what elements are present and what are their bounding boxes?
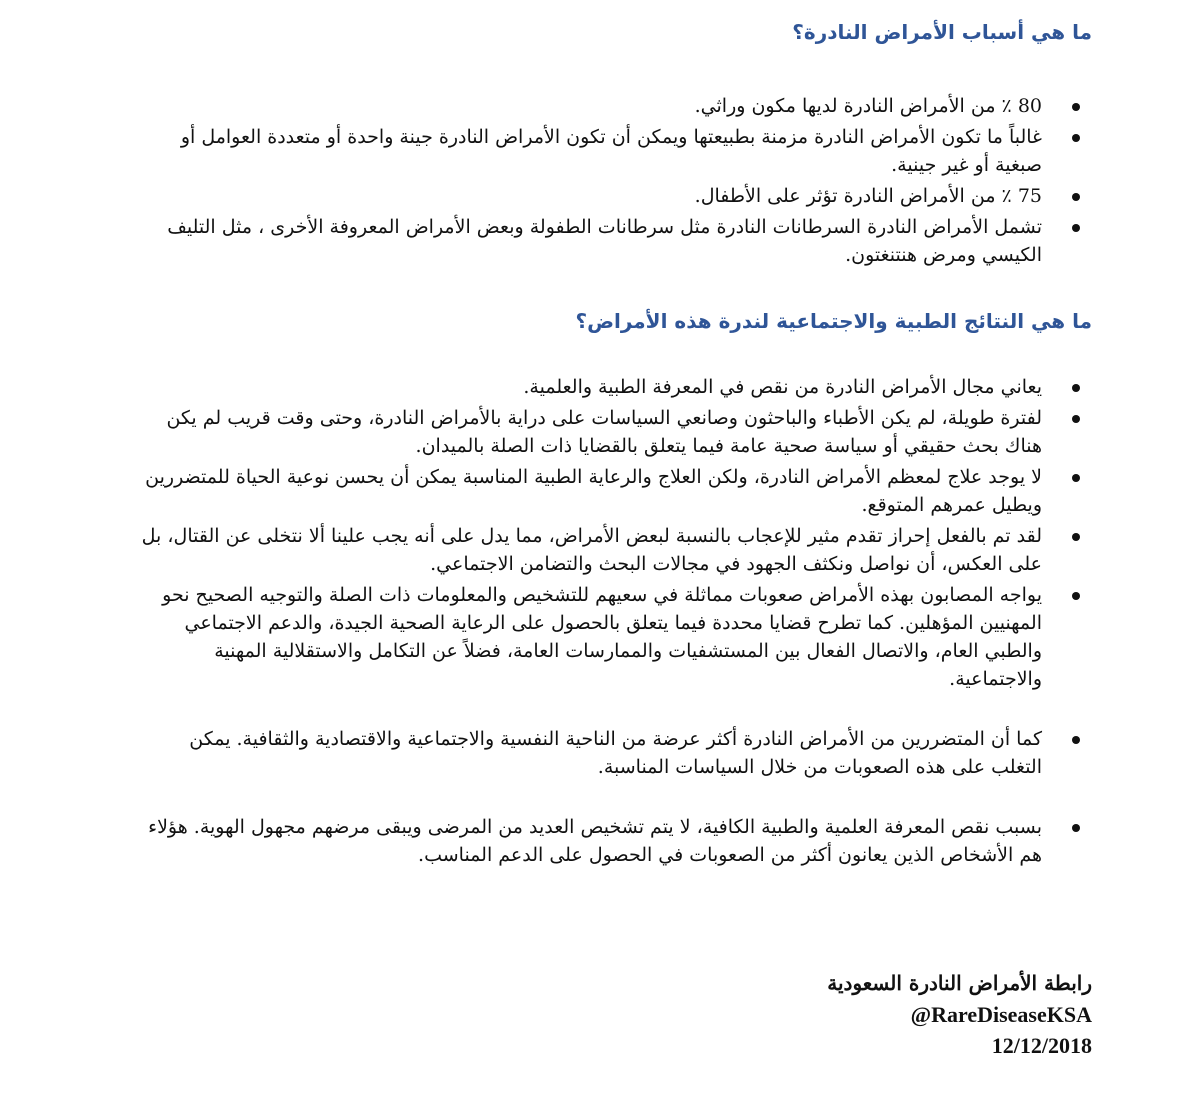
list-item	[140, 581, 1092, 693]
list-item	[140, 725, 1092, 781]
signature-block	[827, 968, 1092, 1061]
list-item-text: تشمل الأمراض النادرة السرطانات النادرة مثل سرطانات الطفولة وبعض الأمراض المعروفة الأخرى ، مثل التليف الكيسي ومرض هنتنغتون.	[167, 216, 1042, 266]
bullet-icon	[1072, 224, 1080, 232]
list-item-text: بسبب نقص المعرفة العلمية والطبية الكافية، لا يتم تشخيص العديد من المرضى ويبقى مرضهم مجهول الهوية. هؤلاء هم الأشخاص الذين يعانون أكثر من الصعوبات في الحصول على الدعم المناسب.	[148, 816, 1042, 866]
list-item-text: 75 ٪ من الأمراض النادرة تؤثر على الأطفال.	[694, 185, 1042, 207]
list-item	[140, 404, 1092, 460]
bullet-icon	[1072, 474, 1080, 482]
list-item-text: غالباً ما تكون الأمراض النادرة مزمنة بطبيعتها ويمكن أن تكون الأمراض النادرة جينة واحدة أو متعددة العوامل أو صبغية أو غير جينية.	[180, 126, 1042, 176]
document-date: 12/12/2018	[991, 1033, 1092, 1058]
list-item	[140, 123, 1092, 179]
list-item-text: لقد تم بالفعل إحراز تقدم مثير للإعجاب بالنسبة لبعض الأمراض، مما يدل على أنه يجب علينا ألا نتخلى عن القتال، بل على العكس، أن نواصل ونكثف الجهود في مجالات البحث والتضامن الاجتماعي.	[141, 525, 1042, 575]
section-heading-causes: ما هي أسباب الأمراض النادرة؟	[792, 20, 1092, 44]
consequences-list	[140, 373, 1092, 869]
bullet-icon	[1072, 824, 1080, 832]
list-item	[140, 92, 1092, 120]
twitter-handle: @RareDiseaseKSA	[910, 1002, 1092, 1027]
bullet-icon	[1072, 592, 1080, 600]
bullet-icon	[1072, 384, 1080, 392]
list-item-text: كما أن المتضررين من الأمراض النادرة أكثر عرضة من الناحية النفسية والاجتماعية والاقتصادية والثقافية. يمكن التغلب على هذه الصعوبات من خلال السياسات المناسبة.	[189, 728, 1042, 778]
bullet-icon	[1072, 193, 1080, 201]
list-item-text: لا يوجد علاج لمعظم الأمراض النادرة، ولكن العلاج والرعاية الطبية المناسبة يمكن أن يحسن نوعية الحياة للمتضررين ويطيل عمرهم المتوقع.	[145, 466, 1042, 516]
list-item	[140, 213, 1092, 269]
list-item-text: يعاني مجال الأمراض النادرة من نقص في المعرفة الطبية والعلمية.	[523, 376, 1042, 398]
list-item-text: 80 ٪ من الأمراض النادرة لديها مكون وراثي.	[694, 95, 1042, 117]
list-item	[140, 522, 1092, 578]
bullet-icon	[1072, 533, 1080, 541]
list-item	[140, 182, 1092, 210]
bullet-icon	[1072, 415, 1080, 423]
section-heading-consequences: ما هي النتائج الطبية والاجتماعية لندرة هذه الأمراض؟	[575, 309, 1092, 333]
bullet-icon	[1072, 134, 1080, 142]
bullet-icon	[1072, 736, 1080, 744]
list-item-text: يواجه المصابون بهذه الأمراض صعوبات مماثلة في سعيهم للتشخيص والمعلومات ذات الصلة والتوجيه الصحيح نحو المهنيين المؤهلين. كما تطرح قضايا محددة فيما يتعلق بالحصول على الرعاية الصحية الجيدة، والدعم الاجتماعي والطبي العام، والاتصال الفعال بين المستشفيات والممارسات العامة، فضلاً عن التكامل والاستقلالية المهنية والاجتماعية.	[162, 584, 1042, 690]
list-item-text: لفترة طويلة، لم يكن الأطباء والباحثون وصانعي السياسات على دراية بالأمراض النادرة، وحتى وقت قريب لم يكن هناك بحث حقيقي أو سياسة صحية عامة فيما يتعلق بالقضايا ذات الصلة بالميدان.	[166, 407, 1042, 457]
bullet-icon	[1072, 103, 1080, 111]
list-item	[140, 463, 1092, 519]
list-item	[140, 373, 1092, 401]
causes-list	[140, 92, 1092, 269]
organization-name: رابطة الأمراض النادرة السعودية	[827, 971, 1092, 995]
list-item	[140, 813, 1092, 869]
